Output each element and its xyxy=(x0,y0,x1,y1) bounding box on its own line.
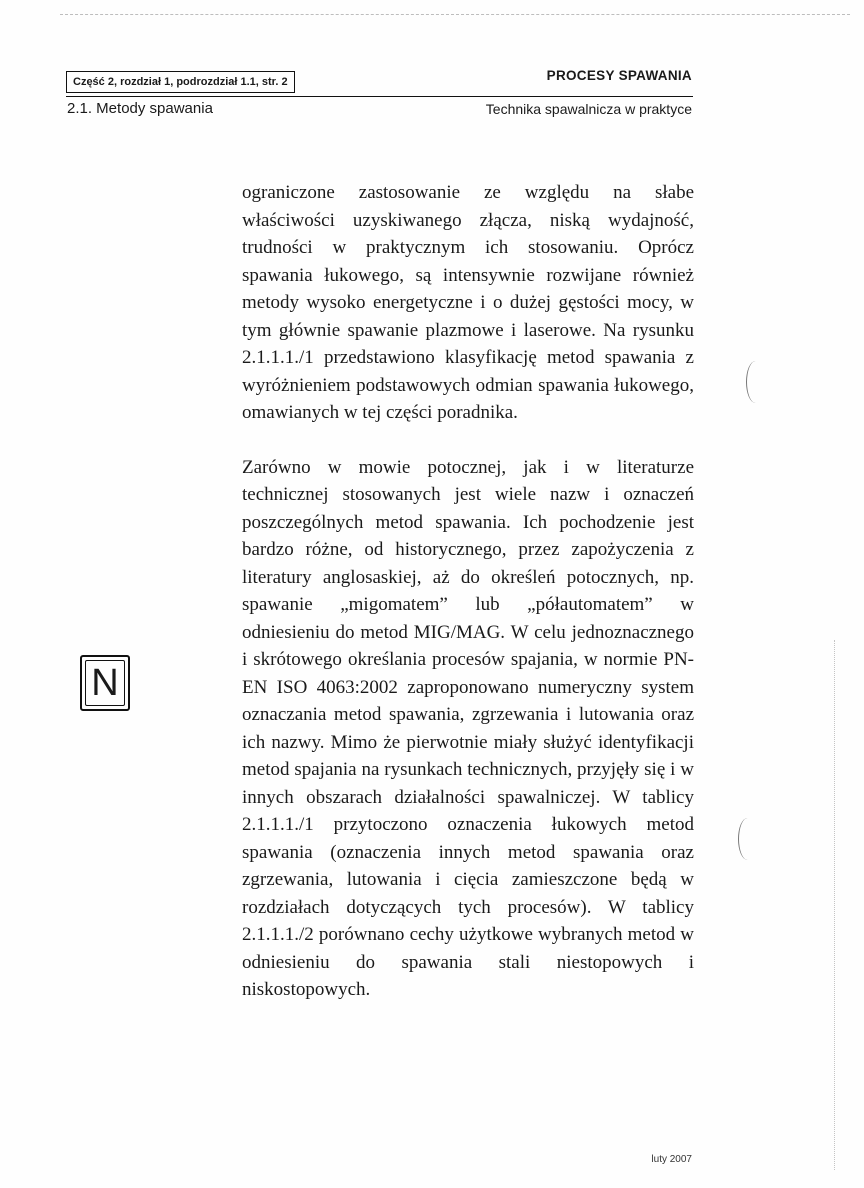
punch-hole-mark xyxy=(738,818,757,860)
header-divider xyxy=(66,96,693,97)
note-icon-letter: N xyxy=(91,662,119,704)
paragraph: Zarówno w mowie potocznej, jak i w literaturze technicznej stosowanych jest wiele nazw i oznaczeń poszczególnych metod spawania. Ich pochodzenie jest bardzo różne, od historycznego, przez zapożyczenia z literatury anglosaskiej, aż do określeń potocznych, np. spawanie „migomatem” lub „półautomatem” w odniesieniu do metod MIG/MAG. W celu jednoznacznego i skrótowego określania procesów spajania, w normie PN-EN ISO 4063:2002 zaproponowano numeryczny system oznaczania metod spawania, zgrzewania i lutowania oraz ich nazwy. Mimo że pierwotnie miały służyć identyfikacji metod spajania na rysunkach technicznych, przyjęły się i w innych obszarach działalności spawalniczej. W tablicy 2.1.1.1./1 przytoczono oznaczenia łukowych metod spawania (oznaczenia innych metod spawania oraz zgrzewania, lutowania i cięcia zamieszczone będą w rozdziałach dotyczących tych procesów). W tablicy 2.1.1.1./2 porównano cechy użytkowe wybranych metod w odniesieniu do spawania stali niestopowych i niskostopowych. xyxy=(242,456,694,1000)
section-reference: Część 2, rozdział 1, podrozdział 1.1, str. 2 xyxy=(66,71,295,93)
scan-edge-line xyxy=(834,640,835,1170)
paragraph: ograniczone zastosowanie ze względu na słabe właściwości uzyskiwanego złącza, niską wydajność, trudności w praktycznym ich stosowaniu. Oprócz spawania łukowego, są intensywnie rozwijane również metody wysoko energetyczne i o dużej gęstości mocy, w tym głównie spawanie plazmowe i laserowe. Na rysunku 2.1.1.1./1 przedstawiono klasyfikację metod spawania z wyróżnieniem podstawowych odmian spawania łukowego, omawianych w tej części poradnika. xyxy=(242,182,694,423)
note-n-icon xyxy=(80,655,130,711)
series-title: Technika spawalnicza w praktyce xyxy=(485,101,692,117)
punch-hole-mark xyxy=(746,361,765,403)
scan-artifact-line xyxy=(60,14,850,15)
footer-date: luty 2007 xyxy=(651,1154,692,1165)
chapter-title: 2.1. Metody spawania xyxy=(67,100,213,117)
body-text xyxy=(242,179,694,1004)
book-title: PROCESY SPAWANIA xyxy=(546,68,692,83)
